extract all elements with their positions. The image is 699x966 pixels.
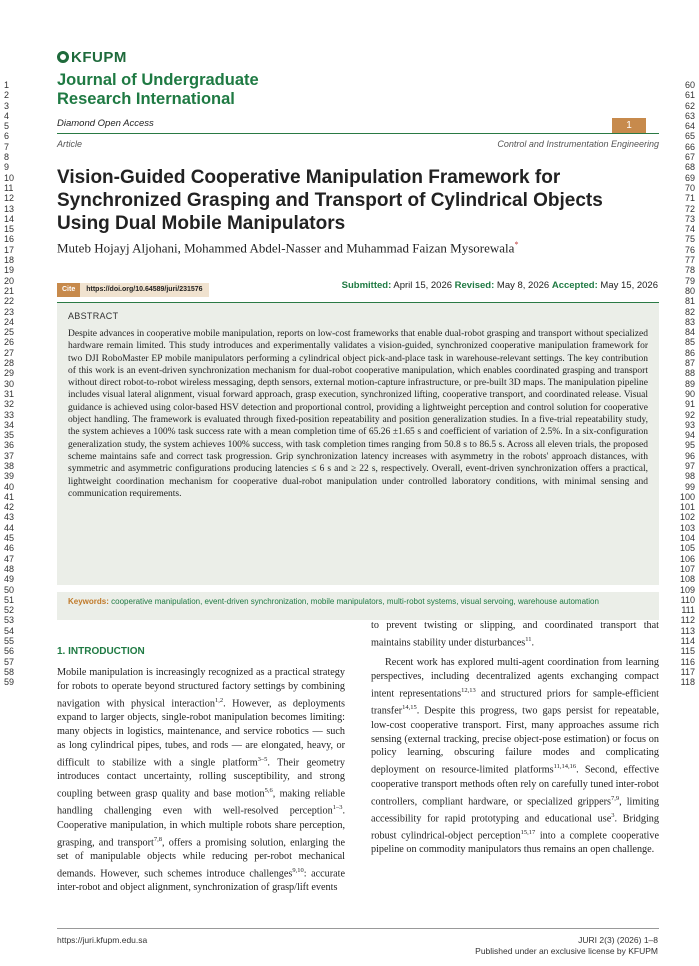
line-number: 81 [684,296,695,307]
line-number: 50 [4,584,15,595]
line-number: 30 [4,378,15,389]
line-number: 6 [4,131,10,142]
line-number: 117 [680,666,695,677]
line-number: 28 [4,358,15,369]
line-number: 73 [684,213,695,224]
line-number: 102 [679,512,695,523]
abstract-text: Despite advances in cooperative mobile manipulation, reports on low-cost frameworks that enable dual-robot grasping and transport without specialized hardware remain limited. This study introduces and experimentally validates a vision-guided, synchronized cooperative manipulation framework for two DJI RoboMaster EP mobile manipulators performing a cylindrical object pick-and-place task in warehouse-relevant settings. The key contribution of this work is an event-driven synchronization mechanism for dual-robot cooperative manipulation, which enables coordinated grasping and transport without direct robot-to-robot wireless messaging, depth sensors, external motion-capture infrastructure, or pre-built 3D maps. The manipulation pipeline includes visual lateral alignment, visual forward approach, grasp execution, synchronized lifting, cooperative transport, and coordinated release. Visual guidance is achieved using color-based HSV detection and proportional control, providing a lightweight perception and control solution for cooperative object handling. The framework is evaluated through fixed-position repeatability and position generalization studies. In a five-trial repeatability study, the system achieves a 100% task success rate with a mean completion time of 65.26 ±1.65 s and coefficient of variation of 2.5%. In a six-configuration generalization study, the system achieves 100% success, with task completion times ranging from 50.8 s to 86.5 s. Across all eleven trials, the proposed scheme maintains safe and correct task progression. Grip synchronization latency increases with asymmetry in the robots' approach distances, with symmetric and asymmetric configurations producing latencies ≤ 6 s and ≥ 22 s, respectively. Overall, event-driven synchronization offers a practical, lightweight coordination mechanism for cooperative dual-robot manipulation under controlled laboratory conditions, with minimal sensing and communication requirements. [68,329,648,499]
cite-label: Cite [57,283,80,297]
line-number: 92 [684,409,695,420]
text-run: , making reliable handling challenging even with well-resolved perception [57,788,345,817]
journal-name-line1: Journal of Undergraduate [57,71,259,89]
line-number: 13 [4,203,15,214]
authors-text: Muteb Hojayj Aljohani, Mohammed Abdel-Nasser and Muhammad Faizan Mysorewala [57,240,515,256]
line-number: 105 [679,543,695,554]
line-number: 67 [684,152,695,163]
intro-column-left [57,666,345,895]
dates-row [342,280,658,291]
line-number: 16 [4,234,15,245]
footer-url[interactable]: https://juri.kfupm.edu.sa [57,935,148,945]
cite-box [57,283,209,297]
journal-name-line2: Research International [57,90,235,108]
text-run: . [531,637,535,649]
text-run: . However, as deployments expand to larger objects, single-robot manipulation becomes limiting: many objects in logistics, maintenance, and service robotics — such as long cylindrical pipes, tubes, and rods — are elongated, heavy, or difficult to stabilize with a single platform [57,698,345,769]
line-number: 54 [4,625,15,636]
line-number: 49 [4,574,15,585]
line-number: 38 [4,460,15,471]
line-number: 56 [4,646,15,657]
keywords-box [57,592,659,620]
intro-paragraph-2 [371,656,659,857]
access-label: Diamond Open Access [57,118,154,129]
line-number: 39 [4,471,15,482]
text-run: to prevent twisting or slipping, and coordinated transport that maintains stability under disturbances [371,620,659,649]
line-number: 80 [684,285,695,296]
line-number: 22 [4,296,15,307]
line-number: 45 [4,533,15,544]
line-number: 57 [4,656,15,667]
text-run: . Despite this progress, two gaps persist for repeatable, low-cost cooperative transport. First, many approaches assume rich sensing (external tracking, precise object-pose estimation) or focus on policy learning, obscuring failure modes and complicating deployment on resource-limited platforms [371,705,659,776]
line-number: 46 [4,543,15,554]
line-number: 25 [4,327,15,338]
line-number: 116 [680,656,695,667]
line-number: 88 [684,368,695,379]
citation-ref: 15,17 [520,829,536,837]
line-number: 95 [684,440,695,451]
citation-ref: 1–3 [332,804,343,812]
line-number: 37 [4,450,15,461]
line-number: 61 [684,90,695,101]
line-number: 75 [684,234,695,245]
line-number: 68 [684,162,695,173]
line-number: 58 [4,666,15,677]
line-number: 113 [680,625,695,636]
line-number: 107 [679,563,695,574]
line-number: 9 [4,162,10,173]
article-field: Control and Instrumentation Engineering [497,139,659,149]
keywords-list: cooperative manipulation, event-driven synchronization, mobile manipulators, multi-robot systems, visual servoing, warehouse automation [111,597,599,606]
line-number: 96 [684,450,695,461]
citation-ref: 1,2 [214,696,224,704]
line-number: 83 [684,316,695,327]
line-number: 47 [4,553,15,564]
line-number: 110 [680,594,695,605]
text-run: into a complete cooperative pipeline on commodity manipulators thus remains an open challenge. [371,830,659,856]
line-number: 2 [4,90,10,101]
line-number: 109 [679,584,695,595]
citation-ref: 7,9 [610,794,620,802]
text-run: Mobile manipulation is increasingly recognized as a practical strategy for robots to operate beyond structured factory settings by combining navigation with physical interaction [57,667,345,710]
line-number: 15 [4,224,15,235]
citation-ref: 12,13 [461,687,476,695]
line-number: 78 [684,265,695,276]
citation-ref: 11,14,16 [553,763,577,771]
line-number: 112 [680,615,695,626]
line-number: 118 [680,677,695,688]
intro-column-right [371,619,659,857]
line-number: 99 [684,481,695,492]
line-number: 19 [4,265,15,276]
footer-license: Published under an exclusive license by KFUPM [475,946,658,956]
line-number: 98 [684,471,695,482]
kfupm-logo [57,49,127,66]
text-run: . Bridging robust cylindrical-object perception [371,813,659,842]
line-number: 62 [684,100,695,111]
line-number: 1 [4,80,10,90]
paper-title: Vision-Guided Cooperative Manipulation Framework for Synchronized Grasping and Transport of Cylindrical Objects Using Dual Mobile Manipulators [57,167,603,234]
line-number: 21 [4,285,15,296]
line-number: 70 [684,182,695,193]
line-number: 3 [4,100,10,111]
text-run: , offers a promising solution, enlarging the set of manipulable objects while reducing per-robot mechanical demands. However, such schemes introduce challenges [57,836,345,880]
line-number: 89 [684,378,695,389]
line-number: 32 [4,399,15,410]
line-number: 104 [679,533,695,544]
line-number: 106 [679,553,695,564]
revised-date: May 8, 2026 [496,280,550,291]
line-number: 42 [4,502,15,513]
line-number: 44 [4,522,15,533]
citation-ref: 11 [525,635,532,643]
line-number: 108 [679,574,695,585]
line-number: 48 [4,563,15,574]
line-number: 69 [684,172,695,183]
footer-journal-ref: JURI 2(3) (2026) 1–8 [578,935,658,945]
line-number: 14 [4,213,15,224]
line-number: 64 [684,121,695,132]
accepted-date: May 15, 2026 [600,280,658,291]
line-number: 12 [4,193,15,204]
line-numbers-left [4,80,22,688]
access-row [57,115,659,134]
line-number: 34 [4,419,15,430]
line-number: 101 [679,502,695,513]
line-number: 41 [4,491,15,502]
line-number: 66 [684,141,695,152]
journal-name [57,71,259,109]
author-list [57,240,518,256]
article-meta-row [57,139,659,149]
line-number: 77 [684,255,695,266]
line-number: 20 [4,275,15,286]
line-number: 60 [684,80,695,90]
line-number: 55 [4,636,15,647]
line-number: 29 [4,368,15,379]
line-number: 87 [684,358,695,369]
citation-ref: 3–5 [257,755,268,763]
text-run: : accurate inter-robot and object alignment, synchronization of grasp/lift events [57,868,346,894]
line-number: 24 [4,316,15,327]
line-number: 82 [684,306,695,317]
line-number: 85 [684,337,695,348]
line-number: 100 [679,491,695,502]
line-number: 23 [4,306,15,317]
line-number: 97 [684,460,695,471]
doi-link[interactable]: https://doi.org/10.64589/juri/231576 [80,283,208,297]
keywords-text [68,597,653,608]
footer-rule [57,928,659,929]
line-numbers-right [675,80,695,688]
line-number: 59 [4,677,15,688]
text-run: and structured priors for sample-efficient transfer [371,688,659,717]
line-number: 52 [4,605,15,616]
brand-name: KFUPM [71,49,127,66]
line-number: 72 [684,203,695,214]
line-number: 10 [4,172,15,183]
line-number: 8 [4,152,10,163]
page-number-badge: 1 [612,118,646,133]
line-number: 35 [4,430,15,441]
text-run: , limiting accessibility for rapid prototyping and educational use [371,795,659,825]
line-number: 18 [4,255,15,266]
line-number: 84 [684,327,695,338]
abstract-box [57,302,659,585]
text-run: . Their geometry introduces contact uncertainty, rolling susceptibility, and strong coupling between grasp quality and base motion [57,757,345,800]
accepted-label: Accepted: [551,280,598,291]
line-number: 31 [4,388,15,399]
citation-ref: 7,8 [153,835,162,843]
text-run: . Second, effective cooperative transport methods often rely on carefully tuned inter-robot controllers, compliant hardware, or specialized grippers [371,764,659,807]
citation-ref: 14,15 [402,704,417,712]
line-number: 43 [4,512,15,523]
line-number: 94 [684,430,695,441]
line-number: 7 [4,141,10,152]
kfupm-gear-icon [57,51,69,63]
line-number: 114 [680,636,695,647]
citation-ref: 9,10 [292,866,304,874]
line-number: 17 [4,244,15,255]
article-type: Article [57,139,83,149]
line-number: 26 [4,337,15,348]
intro-paragraph-continued [371,619,659,650]
revised-label: Revised: [454,280,495,291]
text-run: . Cooperative manipulation, in which multiple robots share perception, grasping, and transport [57,805,345,848]
line-number: 93 [684,419,695,430]
line-number: 65 [684,131,695,142]
line-number: 5 [4,121,10,132]
section-heading-introduction: 1. INTRODUCTION [57,646,145,657]
line-number: 33 [4,409,15,420]
line-number: 51 [4,594,15,605]
line-number: 115 [680,646,695,657]
line-number: 74 [684,224,695,235]
line-number: 53 [4,615,15,626]
submitted-label: Submitted: [341,280,392,291]
line-number: 27 [4,347,15,358]
line-number: 63 [684,110,695,121]
text-run: Recent work has explored multi-agent coordination from learning perspectives, including decentralized agents exchanging compact intent representations [371,657,659,700]
line-number: 86 [684,347,695,358]
line-number: 91 [684,399,695,410]
line-number: 103 [679,522,695,533]
keywords-label: Keywords: [68,597,109,606]
submitted-date: April 15, 2026 [393,280,453,291]
line-number: 36 [4,440,15,451]
line-number: 79 [684,275,695,286]
citation-ref: 3 [611,811,615,819]
line-number: 11 [4,182,14,193]
citation-ref: 5,6 [264,787,273,795]
corresponding-author-mark: * [514,240,519,249]
line-number: 111 [681,605,695,616]
line-number: 4 [4,110,10,121]
footer-citation [475,935,658,957]
abstract-heading: ABSTRACT [68,311,119,321]
line-number: 71 [684,193,695,204]
line-number: 90 [684,388,695,399]
line-number: 40 [4,481,15,492]
line-number: 76 [684,244,695,255]
